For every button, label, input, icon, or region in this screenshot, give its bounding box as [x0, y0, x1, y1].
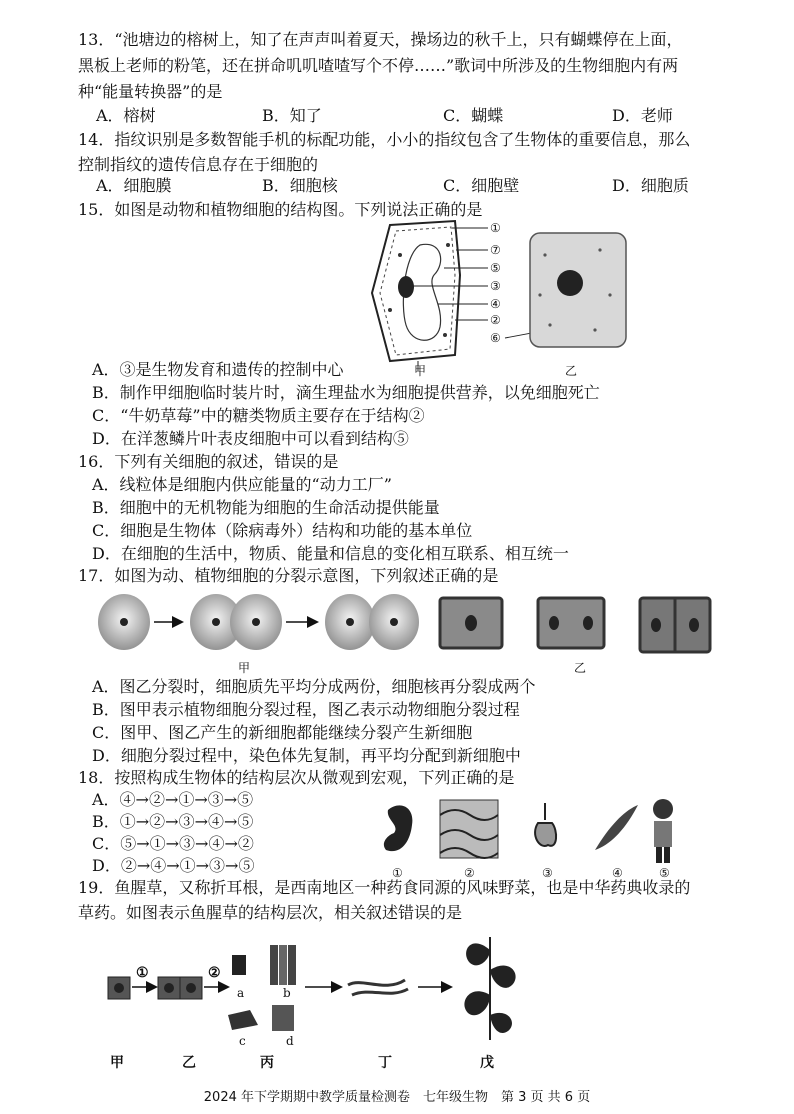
q14-line-1: 14．指纹识别是多数智能手机的标配功能，小小的指纹包含了生物体的重要信息，那么 — [78, 130, 691, 149]
q13-line-3: 种“能量转换器”的是 — [78, 82, 223, 101]
q18-label-4: ④ — [612, 866, 623, 880]
q19-caption-yi: 乙 — [182, 1055, 196, 1071]
q14-option-c: C．细胞壁 — [443, 176, 520, 195]
plant-division-sequence — [440, 598, 710, 652]
organ-ding — [348, 980, 408, 995]
page-footer: 2024 年下学期期中教学质量检测卷 七年级生物 第 3 页 共 6 页 — [203, 1090, 591, 1105]
q15-label-1: ① — [490, 221, 501, 235]
q13-option-c: C．蝴蝶 — [443, 106, 504, 125]
q18-levels-figure — [380, 795, 710, 885]
q13-line-2: 黑板上老师的粉笔，还在拼命叽叽喳喳写个不停……”歌词中所涉及的生物细胞内有两 — [78, 56, 679, 75]
q16-stem: 16．下列有关细胞的叙述，错误的是 — [78, 452, 339, 471]
q15-option-d: D．在洋葱鳞片叶表皮细胞中可以看到结构⑤ — [92, 429, 409, 448]
animal-division-sequence — [98, 594, 419, 650]
q19-caption-wu: 戊 — [480, 1055, 494, 1071]
q15-label-2: ② — [490, 313, 501, 327]
human-figure-image — [653, 799, 673, 863]
tissue-b-image — [270, 945, 296, 985]
q16-option-a: A．线粒体是细胞内供应能量的“动力工厂” — [92, 475, 392, 494]
q15-caption-yi: 乙 — [565, 364, 578, 378]
q18-label-5: ⑤ — [659, 866, 670, 880]
q18-option-b: B．①→②→③→④→⑤ — [92, 812, 254, 831]
q17-caption-yi: 乙 — [574, 661, 587, 675]
q15-caption-jia: 甲 — [414, 364, 427, 378]
q14-option-d: D．细胞质 — [612, 176, 689, 195]
tissue-image — [440, 800, 498, 858]
q18-label-3: ③ — [542, 866, 553, 880]
q19-tissue-a: a — [237, 986, 245, 1000]
q15-cell-figure — [360, 215, 650, 378]
q15-label-7: ⑦ — [490, 243, 501, 257]
q13-option-b: B．知了 — [262, 106, 322, 125]
q19-tissue-b: b — [283, 986, 291, 1000]
q17-caption-jia: 甲 — [238, 661, 251, 675]
q14-option-b: B．细胞核 — [262, 176, 338, 195]
q15-label-6: ⑥ — [490, 331, 501, 345]
q13-option-a: A．榕树 — [96, 106, 156, 125]
q18-stem: 18．按照构成生物体的结构层次从微观到宏观，下列正确的是 — [78, 768, 515, 787]
q19-line-1: 19．鱼腥草，又称折耳根，是西南地区一种药食同源的风味野菜，也是中华药典收录的 — [78, 878, 691, 897]
q19-tissue-d: d — [286, 1034, 294, 1048]
q17-stem: 17．如图为动、植物细胞的分裂示意图，下列叙述正确的是 — [78, 566, 499, 585]
digestive-system-image — [535, 803, 556, 846]
q17-option-b: B．图甲表示植物细胞分裂过程，图乙表示动物细胞分裂过程 — [92, 700, 520, 719]
q16-option-b: B．细胞中的无机物能为细胞的生命活动提供能量 — [92, 498, 440, 517]
plant-wu — [464, 937, 515, 1040]
q19-caption-bing: 丙 — [260, 1055, 274, 1071]
cell-jia — [108, 977, 130, 999]
q15-label-5: ⑤ — [490, 261, 501, 275]
q15-label-4: ④ — [490, 297, 501, 311]
q16-option-d: D．在细胞的生活中，物质、能量和信息的变化相互联系、相互统一 — [92, 544, 569, 563]
q19-caption-jia: 甲 — [110, 1055, 124, 1071]
q14-option-a: A．细胞膜 — [96, 176, 172, 195]
q13-option-d: D．老师 — [612, 106, 673, 125]
q15-option-c: C．“牛奶草莓”中的糖类物质主要存在于结构② — [92, 406, 425, 425]
plant-cell-diagram — [372, 221, 460, 371]
cells-yi — [158, 977, 202, 999]
q19-arrow-label-1: ① — [136, 965, 149, 981]
q17-option-d: D．细胞分裂过程中，染色体先复制，再平均分配到新细胞中 — [92, 746, 521, 765]
q17-division-figure — [96, 590, 716, 680]
muscle-cell-image — [595, 805, 638, 850]
q17-option-a: A．图乙分裂时，细胞质先平均分成两份，细胞核再分裂成两个 — [92, 677, 536, 696]
q16-option-c: C．细胞是生物体（除病毒外）结构和功能的基本单位 — [92, 521, 473, 540]
q13-line-1: 13．“池塘边的榕树上，知了在声声叫着夏天，操场边的秋千上，只有蝴蝶停在上面， — [78, 30, 683, 49]
q14-line-2: 控制指纹的遗传信息存在于细胞的 — [78, 155, 319, 174]
q19-structure-figure — [100, 925, 540, 1075]
q19-caption-ding: 丁 — [378, 1055, 392, 1071]
q18-label-2: ② — [464, 866, 475, 880]
animal-cell-diagram — [530, 233, 626, 347]
q19-arrow-label-2: ② — [208, 965, 221, 981]
q19-line-2: 草药。如图表示鱼腥草的结构层次，相关叙述错误的是 — [78, 903, 463, 922]
q18-option-d: D．②→④→①→③→⑤ — [92, 856, 255, 875]
q18-option-c: C．⑤→①→③→④→② — [92, 834, 254, 853]
q18-option-a: A．④→②→①→③→⑤ — [92, 790, 254, 809]
q15-option-a: A．③是生物发育和遗传的控制中心 — [92, 360, 344, 379]
q19-tissue-c: c — [239, 1034, 246, 1048]
stomach-organ-image — [384, 805, 413, 851]
q17-option-c: C．图甲、图乙产生的新细胞都能继续分裂产生新细胞 — [92, 723, 473, 742]
q15-option-b: B．制作甲细胞临时装片时，滴生理盐水为细胞提供营养，以免细胞死亡 — [92, 383, 600, 402]
q15-stem: 15．如图是动物和植物细胞的结构图。下列说法正确的是 — [78, 200, 483, 219]
q15-label-3: ③ — [490, 279, 501, 293]
q18-label-1: ① — [392, 866, 403, 880]
